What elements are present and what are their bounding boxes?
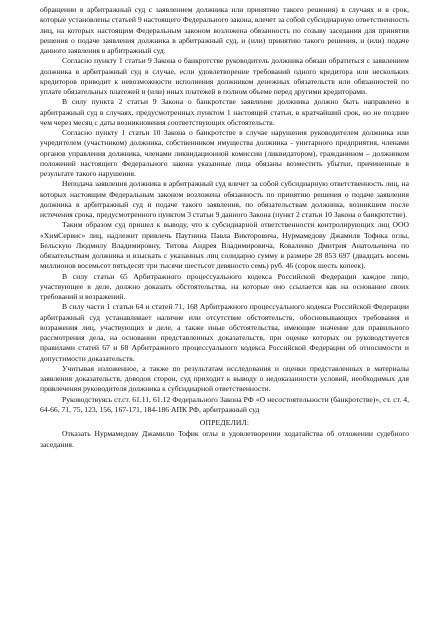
paragraph: Согласно пункту 1 статьи 10 Закона о банкротстве в случае нарушения руководителем должника или учредителем (участником) должника, собственником имущества должника - унитарного предприятия, членами органов управления должника, членами ликвидационной комиссии (ликвидатором), гражданином – должником положений настоящего Федерального закона указанные лица обязаны возместить убытки, причиненные в результате такого нарушения. — [40, 128, 409, 178]
paragraph: Руководствуясь ст.ст. 61.11, 61.12 Федерального Закона РФ «О несостоятельности (банкротстве)», ст. ст. 4, 64-66, 71, 75, 123, 156, 167-171, 184-186 АПК РФ, арбитражный суд — [40, 394, 409, 414]
paragraph: Таким образом суд пришел к выводу, что к субсидиарной ответственности контролирующих лиц ООО «ХимСервис» лиц, надлежит привлечь Паутнина Павла Викторовича, Нурмамедову Джамиля Тофика оглы, Бельскую Людмилу Владимировну, Титова Андрея Владимировича, Коваленко Дмитрия Анатольевича по обязательствам должника и взыскать с указанных лиц солидарно сумму в размере 28 853 697 (двадцать восемь миллионов восемьсот пятьдесят три тысячи шестьсот девяносто семь) руб. 46 (сорок шесть копеек). — [40, 220, 409, 271]
resolution-paragraph: Отказать Нурмамедову Джамилю Тофик оглы в удовлетворении ходатайства об отложении судебного заседания. — [40, 429, 409, 449]
paragraph: Неподача заявления должника в арбитражный суд влечет за собой субсидиарную ответственность лиц, на которых настоящим Федеральным законом возложена обязанность по принятию решения о подаче заявления должника в арбитражный суд и подаче такого заявления, по обязательствам должника, возникшим после истечения срока, предусмотренного пунктом 3 статьи 9 данного Закона (пункт 2 статьи 10 Закона о банкротстве). — [40, 179, 409, 219]
paragraph: В силу пункта 2 статьи 9 Закона о банкротстве заявление должника должно быть направлено в арбитражный суд в случаях, предусмотренных пунктом 1 настоящей статьи, в кратчайший срок, но не позднее чем через месяц с даты возникновения соответствующих обстоятельств. — [40, 97, 409, 127]
section-heading: ОПРЕДЕЛИЛ: — [199, 418, 250, 427]
paragraph: В силу части 1 статьи 64 и статей 71, 168 Арбитражного процессуального кодекса Российской Федерации арбитражный суд устанавливает наличие или отсутствие обстоятельств, обосновывающих требования и возражения лиц, участвующих в деле, а также иные обстоятельства, имеющие значение для правильного рассмотрения дела, на основании представленных доказательств, при оценке которых он руководствуется правилами статей 67 и 68 Арбитражного процессуального кодекса Российской Федерации об относимости и допустимости доказательств. — [40, 302, 409, 363]
paragraph: Согласно пункту 1 статьи 9 Закона о банкротстве руководитель должника обязан обратиться с заявлением должника в арбитражный суд в случае, если удовлетворение требований одного кредитора или нескольких кредиторов приводит к невозможности исполнения должником денежных обязательств или обязанностей по уплате обязательных платежей и (или) иных платежей в полном объеме перед другими кредиторами. — [40, 56, 409, 96]
paragraph: обращении в арбитражный суд с заявлением должника или принятию такого решения) в случаях и в срок, которые установлены статьей 9 настоящего Федерального закона, влечет за собой субсидиарную ответственность лиц, на которых настоящим Федеральным законом возложена обязанность по созыву заседания для принятия решения о подаче заявления должника в арбитражный суд, и (или) принятию такого решения, и (или) подаче данного заявления в арбитражный суд. — [40, 5, 409, 55]
paragraph: Учитывая изложенное, а также по результатам исследования и оценки представленных в материалы заявления доказательств, доводов сторон, суд приходит к выводу о недоказанности условий, необходимых для привлечения руководителя должника к субсидиарной ответственности. — [40, 363, 409, 394]
paragraph: В силу статьи 65 Арбитражного процессуального кодекса Российской Федерации каждое лицо, участвующее в деле, должно доказать обстоятельства, на которые оно ссылается как на основание своих требований и возражений. — [40, 271, 409, 301]
